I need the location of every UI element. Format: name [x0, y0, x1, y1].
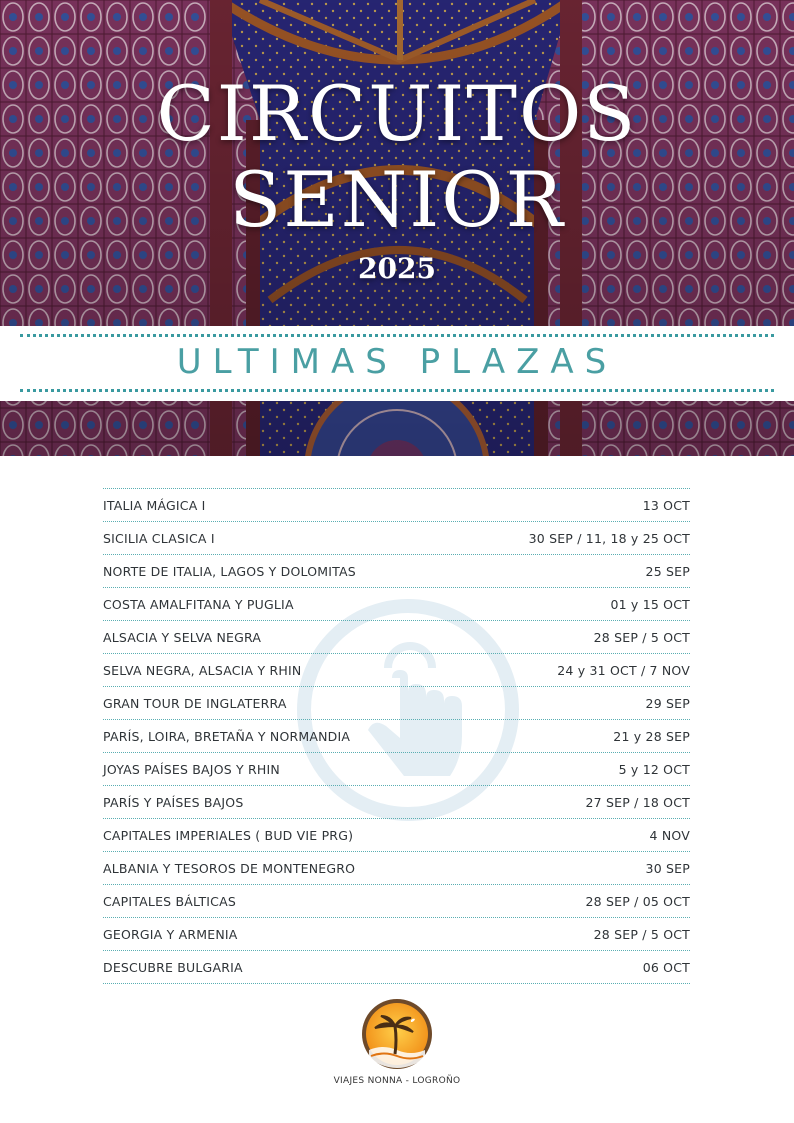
- trip-dates: 30 SEP: [645, 860, 690, 876]
- table-row: [103, 654, 690, 687]
- trip-name: ITALIA MÁGICA I: [103, 497, 206, 513]
- palm-tree-sun-logo-icon: [361, 998, 433, 1070]
- table-row: [103, 522, 690, 555]
- trip-name: JOYAS PAÍSES BAJOS Y RHIN: [103, 761, 280, 777]
- trip-name: CAPITALES BÁLTICAS: [103, 893, 236, 909]
- trip-dates: 30 SEP / 11, 18 y 25 OCT: [528, 530, 690, 546]
- trip-dates: 28 SEP / 5 OCT: [593, 926, 690, 942]
- table-row: [103, 852, 690, 885]
- trip-name: DESCUBRE BULGARIA: [103, 959, 243, 975]
- table-row: [103, 951, 690, 984]
- trip-name: PARÍS Y PAÍSES BAJOS: [103, 794, 244, 810]
- banner-band: [0, 326, 794, 401]
- trip-dates: 24 y 31 OCT / 7 NOV: [557, 662, 690, 678]
- title-year: 2025: [358, 252, 436, 285]
- trip-name: ALBANIA Y TESOROS DE MONTENEGRO: [103, 860, 356, 876]
- trip-dates: 21 y 28 SEP: [613, 728, 690, 744]
- trip-dates: 28 SEP / 5 OCT: [593, 629, 690, 645]
- trip-dates: 29 SEP: [645, 695, 690, 711]
- trip-name: ALSACIA Y SELVA NEGRA: [103, 629, 262, 645]
- table-row: [103, 489, 690, 522]
- table-row: [103, 555, 690, 588]
- trip-dates: 27 SEP / 18 OCT: [585, 794, 690, 810]
- trip-name: COSTA AMALFITANA Y PUGLIA: [103, 596, 294, 612]
- table-row: [103, 786, 690, 819]
- trip-dates: 28 SEP / 05 OCT: [585, 893, 690, 909]
- trip-name: GEORGIA Y ARMENIA: [103, 926, 238, 942]
- table-row: [103, 918, 690, 951]
- trip-name: NORTE DE ITALIA, LAGOS Y DOLOMITAS: [103, 563, 356, 579]
- logo-caption: VIAJES NONNA - LOGROÑO: [333, 1076, 461, 1086]
- title-line-1: CIRCUITOS: [156, 69, 638, 158]
- banner-bottom-divider: [20, 389, 774, 392]
- trips-table: [103, 488, 690, 984]
- table-row: [103, 819, 690, 852]
- table-row: [103, 753, 690, 786]
- trip-dates: 5 y 12 OCT: [618, 761, 690, 777]
- table-row: [103, 588, 690, 621]
- title-line-2: SENIOR: [229, 155, 565, 244]
- hero-image: [0, 0, 794, 456]
- trip-dates: 13 OCT: [642, 497, 690, 513]
- trip-name: CAPITALES IMPERIALES ( BUD VIE PRG): [103, 827, 354, 843]
- table-row: [103, 687, 690, 720]
- table-row: [103, 621, 690, 654]
- trip-name: SICILIA CLASICA I: [103, 530, 215, 546]
- banner-top-divider: [20, 334, 774, 337]
- trip-name: PARÍS, LOIRA, BRETAÑA Y NORMANDIA: [103, 728, 351, 744]
- banner-title: ULTIMAS PLAZAS: [176, 342, 618, 382]
- trip-dates: 01 y 15 OCT: [610, 596, 690, 612]
- table-row: [103, 885, 690, 918]
- trip-dates: 4 NOV: [649, 827, 690, 843]
- trip-name: GRAN TOUR DE INGLATERRA: [103, 695, 287, 711]
- trip-name: SELVA NEGRA, ALSACIA Y RHIN: [103, 662, 302, 678]
- trip-dates: 25 SEP: [645, 563, 690, 579]
- table-row: [103, 720, 690, 753]
- trip-dates: 06 OCT: [642, 959, 690, 975]
